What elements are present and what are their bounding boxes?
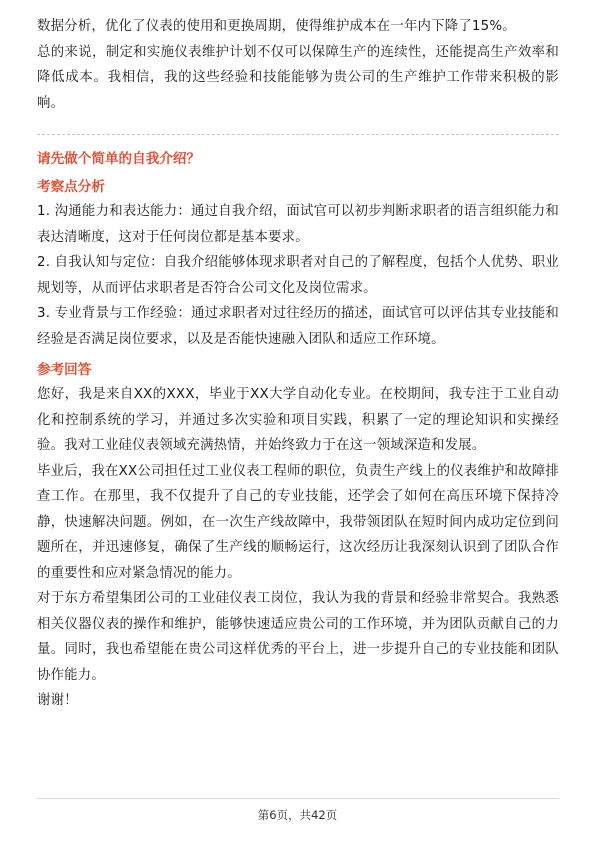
intro-paragraph-1: 数据分析，优化了仪表的使用和更换周期，使得维护成本在一年内下降了15%。 (37, 19, 516, 34)
analysis-item-1: 1. 沟通能力和表达能力：通过自我介绍，面试官可以初步判断求职者的语言组织能力和表达清晰度，这对于任何岗位都是基本要求。 (37, 204, 559, 245)
analysis-item-2: 2. 自我认知与定位：自我介绍能够体现求职者对自己的了解程度，包括个人优势、职业规划等，从而评估求职者是否符合公司文化及岗位需求。 (37, 255, 559, 296)
answer-heading: 参考回答 (37, 362, 92, 378)
section-divider (37, 134, 559, 135)
answer-paragraph-1: 您好，我是来自XX的XXX，毕业于XX大学自动化专业。在校期间，我专注于工业自动化和控制系统的学习，并通过多次实验和项目实践，积累了一定的理论知识和实操经验。我对工业硅仪表领域充满热情，并始终致力于在这一领域深造和发展。 (37, 387, 559, 453)
analysis-heading: 考察点分析 (37, 179, 105, 195)
footer-rule (37, 798, 559, 799)
answer-paragraph-3: 对于东方希望集团公司的工业硅仪表工岗位，我认为我的背景和经验非常契合。我熟悉相关仪器仪表的操作和维护，能够快速适应贵公司的工作环境，并为团队贡献自己的力量。同时，我也希望能在贵公司这样优秀的平台上，进一步提升自己的专业技能和团队协作能力。 (37, 591, 559, 683)
page-content (37, 14, 559, 714)
analysis-item-3: 3. 专业背景与工作经验：通过求职者对过往经历的描述，面试官可以评估其专业技能和经验是否满足岗位要求，以及是否能快速融入团队和适应工作环境。 (37, 306, 559, 347)
answer-paragraph-2: 毕业后，我在XX公司担任过工业仪表工程师的职位，负责生产线上的仪表维护和故障排查工作。在那里，我不仅提升了自己的专业技能，还学会了如何在高压环境下保持冷静，快速解决问题。例如，在一次生产线故障中，我带领团队在短时间内成功定位到问题所在，并迅速修复，确保了生产线的顺畅运行，这次经历让我深刻认识到了团队合作的重要性和应对紧急情况的能力。 (37, 463, 559, 581)
intro-paragraph-2: 总的来说，制定和实施仪表维护计划不仅可以保障生产的连续性，还能提高生产效率和降低成本。我相信，我的这些经验和技能能够为贵公司的生产维护工作带来积极的影响。 (37, 44, 559, 111)
answer-closing: 谢谢！ (37, 693, 78, 708)
page-number: 第6页，共42页 (257, 808, 338, 822)
interview-question: 请先做个简单的自我介绍？ (37, 151, 201, 167)
